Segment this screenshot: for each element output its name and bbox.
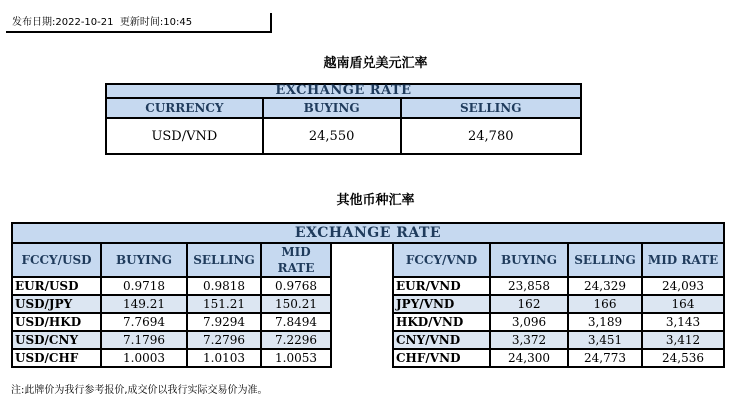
pair-cell: JPY/VND: [393, 295, 490, 313]
column-header-buying: BUYING: [263, 98, 401, 118]
column-gap: [331, 313, 393, 331]
publish-info: [6, 13, 272, 33]
pair-cell: USD/CNY: [12, 331, 101, 349]
column-gap: [331, 277, 393, 295]
usd-vnd-title: 越南盾兑美元汇率: [323, 56, 428, 71]
column-header: SELLING: [568, 243, 642, 277]
table-row: [12, 349, 724, 367]
pair-cell: HKD/VND: [393, 313, 490, 331]
selling-cell: 1.0103: [187, 349, 261, 367]
buying-cell: 149.21: [101, 295, 187, 313]
pair-cell: EUR/VND: [393, 277, 490, 295]
column-gap: [331, 349, 393, 367]
pair-cell: USD/CHF: [12, 349, 101, 367]
column-header: MID RATE: [642, 243, 724, 277]
selling-cell: 166: [568, 295, 642, 313]
mid-rate-cell: 24,093: [642, 277, 724, 295]
selling-cell: 3,189: [568, 313, 642, 331]
table-row: [106, 118, 581, 154]
footnote: 注:此牌价为我行参考报价,成交价以我行实际交易价为准。: [11, 385, 268, 396]
currency-cell: USD/VND: [106, 118, 263, 154]
other-rates-title: 其他币种汇率: [336, 193, 415, 208]
buying-cell: 162: [490, 295, 568, 313]
mid-rate-cell: 7.2296: [261, 331, 331, 349]
buying-cell: 3,096: [490, 313, 568, 331]
buying-cell: 7.1796: [101, 331, 187, 349]
buying-cell: 3,372: [490, 331, 568, 349]
table-caption: EXCHANGE RATE: [12, 223, 724, 243]
buying-cell: 23,858: [490, 277, 568, 295]
selling-cell: 151.21: [187, 295, 261, 313]
column-header: BUYING: [101, 243, 187, 277]
table-caption: EXCHANGE RATE: [106, 84, 581, 98]
mid-rate-cell: 7.8494: [261, 313, 331, 331]
mid-rate-cell: 150.21: [261, 295, 331, 313]
column-header: BUYING: [490, 243, 568, 277]
publish-date: 2022-10-21: [55, 17, 114, 28]
table-row: [12, 295, 724, 313]
pair-cell: CHF/VND: [393, 349, 490, 367]
selling-cell: 3,451: [568, 331, 642, 349]
table-caption-row: [12, 223, 724, 243]
table-header-row: [106, 98, 581, 118]
column-header: FCCY/VND: [393, 243, 490, 277]
pair-cell: EUR/USD: [12, 277, 101, 295]
pair-cell: USD/HKD: [12, 313, 101, 331]
pair-cell: USD/JPY: [12, 295, 101, 313]
mid-rate-cell: 1.0053: [261, 349, 331, 367]
mid-rate-cell: 24,536: [642, 349, 724, 367]
column-header-selling: SELLING: [401, 98, 582, 118]
table-row: [12, 313, 724, 331]
column-header: SELLING: [187, 243, 261, 277]
column-gap: [331, 243, 393, 277]
column-header: MID RATE: [261, 243, 331, 277]
table-row: [12, 331, 724, 349]
other-rates-table: [11, 222, 725, 368]
selling-cell: 0.9818: [187, 277, 261, 295]
table-row: [12, 277, 724, 295]
selling-cell: 24,773: [568, 349, 642, 367]
buying-cell: 1.0003: [101, 349, 187, 367]
mid-rate-cell: 0.9768: [261, 277, 331, 295]
table-caption-row: [106, 84, 581, 98]
table-header-row: [12, 243, 724, 277]
column-header: FCCY/USD: [12, 243, 101, 277]
usd-vnd-table: [105, 83, 582, 155]
mid-rate-cell: 3,143: [642, 313, 724, 331]
pair-cell: CNY/VND: [393, 331, 490, 349]
update-time: 10:45: [163, 17, 193, 28]
update-time-label: 更新时间:: [119, 17, 164, 28]
buying-cell: 24,550: [263, 118, 401, 154]
selling-cell: 24,329: [568, 277, 642, 295]
column-gap: [331, 295, 393, 313]
column-header-currency: CURRENCY: [106, 98, 263, 118]
mid-rate-cell: 3,412: [642, 331, 724, 349]
publish-date-label: 发布日期:: [12, 17, 56, 28]
mid-rate-cell: 164: [642, 295, 724, 313]
buying-cell: 0.9718: [101, 277, 187, 295]
column-gap: [331, 331, 393, 349]
buying-cell: 7.7694: [101, 313, 187, 331]
selling-cell: 24,780: [401, 118, 582, 154]
selling-cell: 7.9294: [187, 313, 261, 331]
selling-cell: 7.2796: [187, 331, 261, 349]
buying-cell: 24,300: [490, 349, 568, 367]
